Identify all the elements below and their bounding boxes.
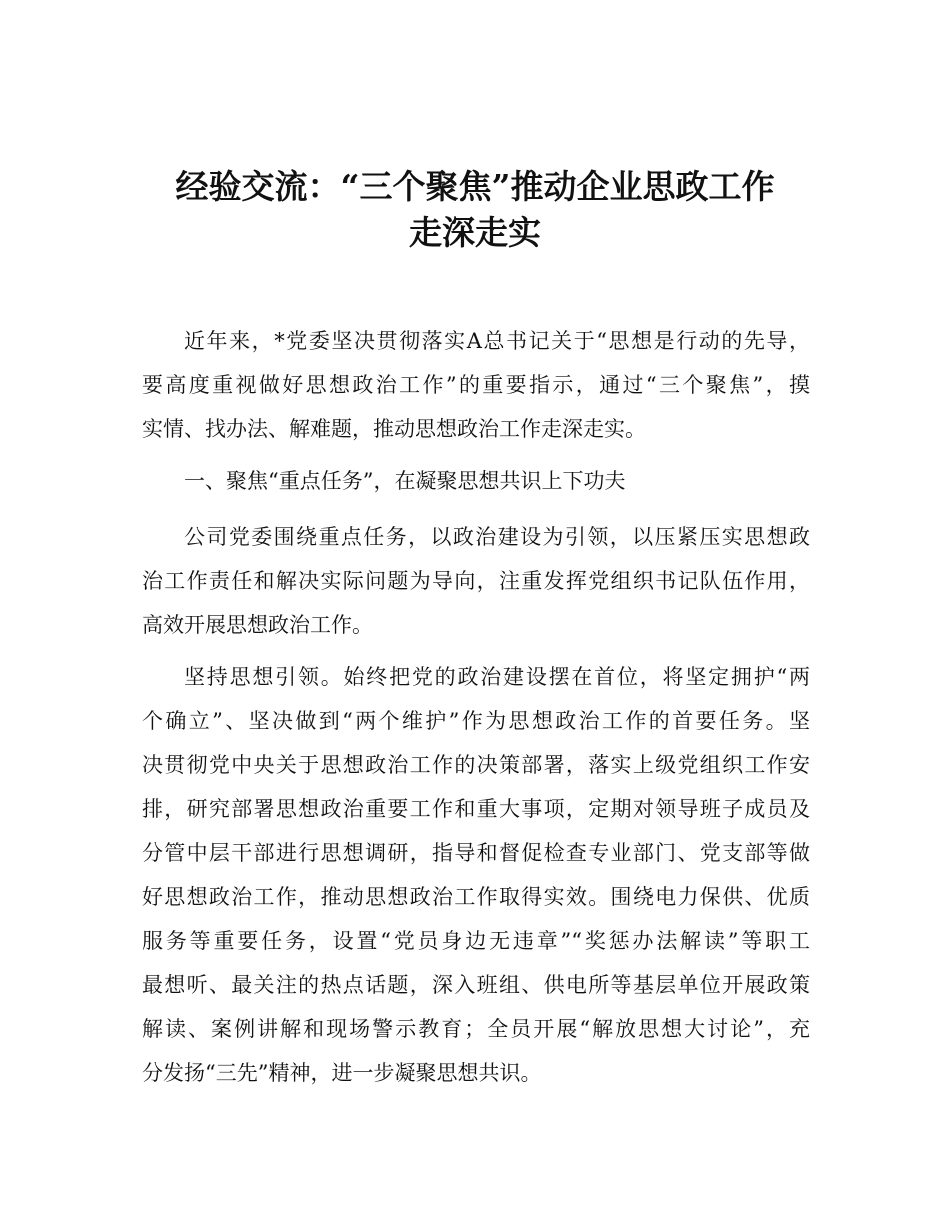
body-paragraph	[142, 655, 810, 1095]
paragraph-line: 分管中层干部进行思想调研，指导和督促检查专业部门、党支部等做	[142, 841, 810, 865]
paragraph-line: 好思想政治工作，推动思想政治工作取得实效。围绕电力保供、优质	[142, 885, 810, 909]
body-paragraph	[142, 515, 810, 647]
paragraph-line: 排，研究部署思想政治重要工作和重大事项，定期对领导班子成员及	[142, 797, 810, 821]
document-title-line-2: 走深走实	[409, 213, 541, 252]
paragraph-line: 公司党委围绕重点任务，以政治建设为引领，以压紧压实思想政	[184, 525, 810, 549]
paragraph-line: 要高度重视做好思想政治工作”的重要指示，通过“三个聚焦”，摸	[142, 373, 810, 397]
paragraph-line: 治工作责任和解决实际问题为导向，注重发挥党组织书记队伍作用，	[142, 569, 810, 593]
document-title-line-1: 经验交流：“三个聚焦”推动企业思政工作	[175, 167, 775, 206]
paragraph-line: 解读、案例讲解和现场警示教育；全员开展“解放思想大讨论”，充	[142, 1017, 810, 1041]
paragraph-line: 最想听、最关注的热点话题，深入班组、供电所等基层单位开展政策	[142, 973, 810, 997]
paragraph-line: 实情、找办法、解难题，推动思想政治工作走深走实。	[142, 417, 646, 441]
paragraph-line: 高效开展思想政治工作。	[142, 613, 373, 637]
paragraph-line: 坚持思想引领。始终把党的政治建设摆在首位，将坚定拥护“两	[184, 665, 810, 689]
paragraph-line: 服务等重要任务，设置“党员身边无违章”“奖惩办法解读”等职工	[142, 929, 810, 953]
intro-paragraph	[142, 319, 810, 451]
paragraph-line: 决贯彻党中央关于思想政治工作的决策部署，落实上级党组织工作安	[142, 753, 810, 777]
paragraph-line: 分发扬“三先”精神，进一步凝聚思想共识。	[142, 1061, 542, 1085]
paragraph-line: 个确立”、坚决做到“两个维护”作为思想政治工作的首要任务。坚	[142, 709, 810, 733]
section-heading	[142, 459, 810, 503]
paragraph-line: 近年来，*党委坚决贯彻落实A总书记关于“思想是行动的先导，	[184, 329, 810, 353]
section-heading-text: 一、聚焦“重点任务”，在凝聚思想共识上下功夫	[184, 469, 626, 493]
